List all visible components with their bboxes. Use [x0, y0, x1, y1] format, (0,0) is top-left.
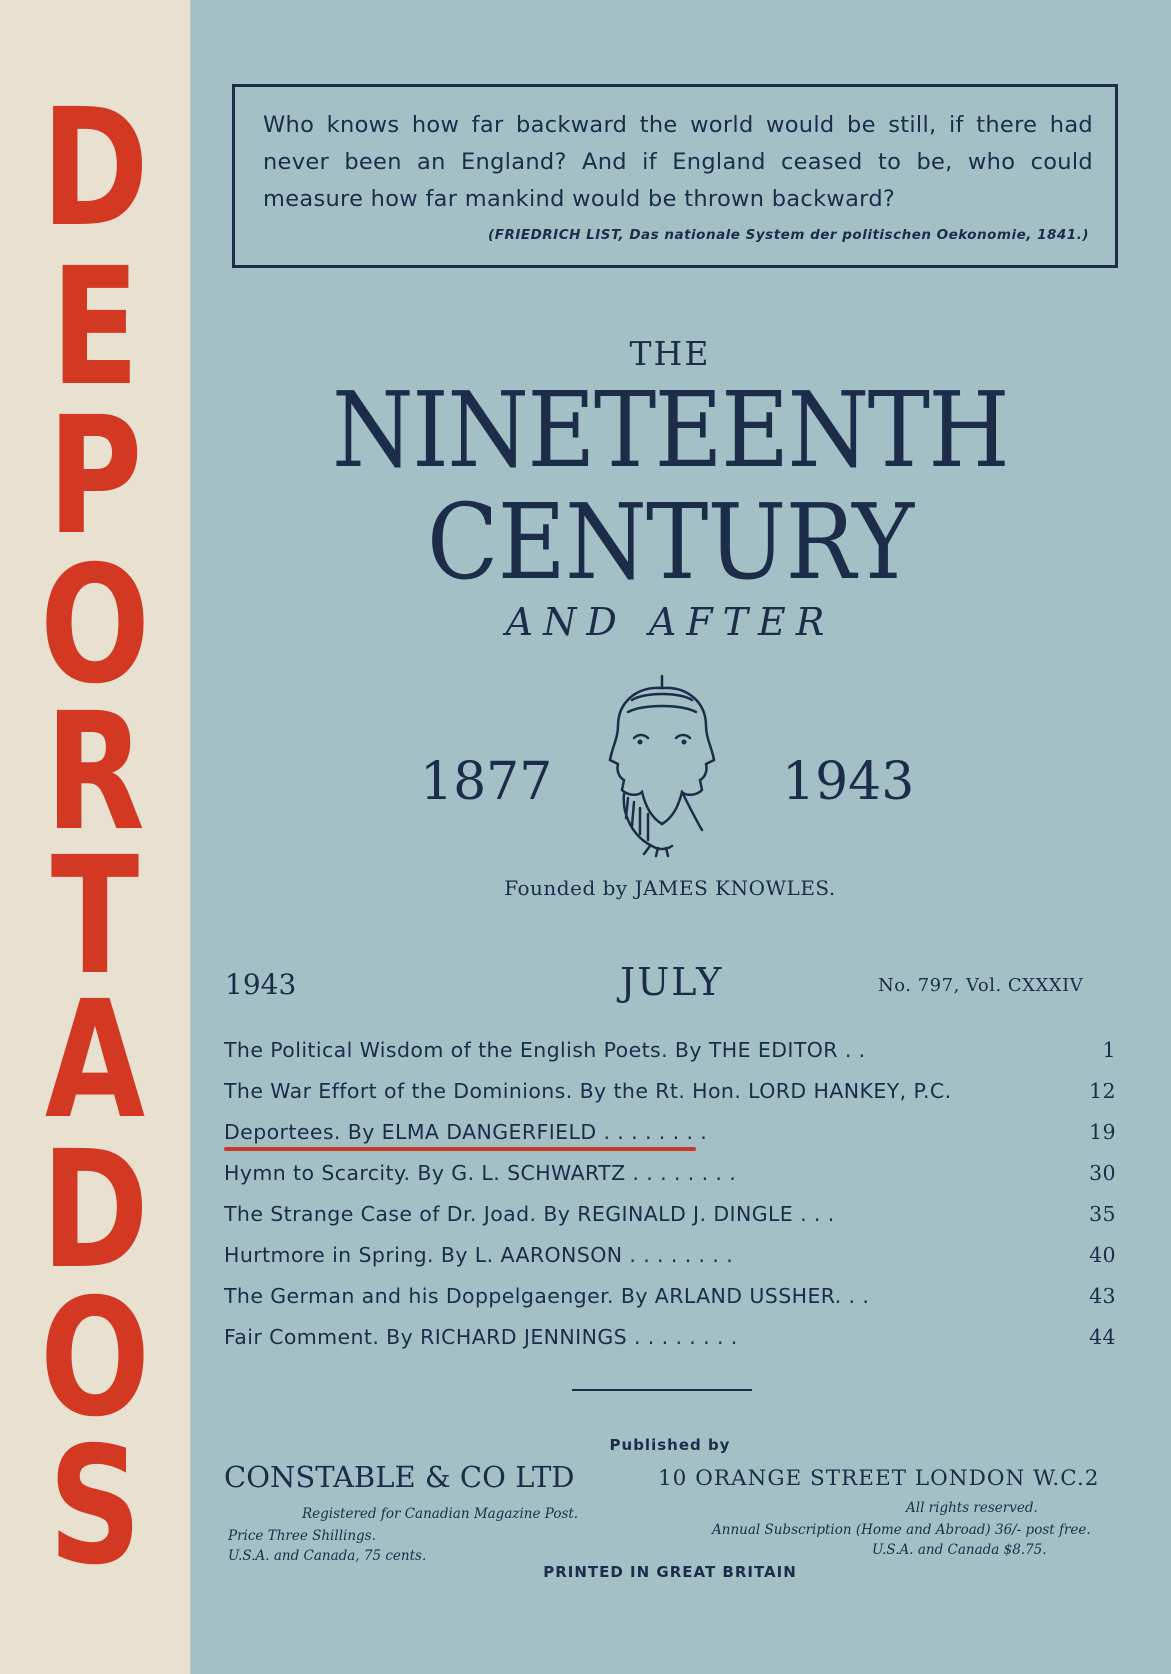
- spine-letter: D: [41, 1117, 149, 1305]
- rights-note: All rights reserved.: [906, 1500, 1038, 1516]
- publisher-address: 10 ORANGE STREET LONDON W.C.2: [658, 1466, 1100, 1491]
- toc-title: The German and his Doppelgaenger. By ARLAND USSHER. . .: [224, 1284, 870, 1308]
- toc-page: 19: [1089, 1120, 1116, 1144]
- price-usa-note: U.S.A. and Canada, 75 cents.: [228, 1548, 427, 1564]
- spine-letter: R: [45, 679, 145, 867]
- quote-citation: (FRIEDRICH LIST, Das nationale System der politischen Oekonomie, 1841.): [488, 227, 1089, 243]
- toc-entry[interactable]: [224, 1280, 1120, 1321]
- toc-title: Hymn to Scarcity. By G. L. SCHWARTZ . . . . . . . .: [224, 1161, 737, 1185]
- toc-entry[interactable]: [224, 1034, 1120, 1075]
- highlight-underline: [224, 1147, 696, 1151]
- spine-letter: S: [48, 1413, 142, 1601]
- toc-page: 1: [1102, 1038, 1116, 1062]
- toc-page: 40: [1089, 1243, 1116, 1267]
- janus-head-icon: [592, 668, 732, 862]
- masthead-title-line2: CENTURY: [426, 481, 914, 603]
- quote-text: Who knows how far backward the world would be still, if there had never been an England? And if England ceased to be, who could measure how far mankind would be thrown backward?: [263, 112, 1093, 212]
- spine-letter: D: [41, 75, 149, 263]
- toc-page: 43: [1089, 1284, 1116, 1308]
- price-note: Price Three Shillings.: [228, 1528, 376, 1544]
- founded-by: Founded by JAMES KNOWLES.: [504, 876, 836, 900]
- spine-letter: A: [44, 967, 146, 1155]
- masthead-the: THE: [629, 334, 711, 373]
- toc-page: 30: [1089, 1161, 1116, 1185]
- spine-letter: T: [50, 823, 140, 1011]
- toc-entry[interactable]: [224, 1075, 1120, 1116]
- toc-entry[interactable]: [224, 1321, 1120, 1362]
- spine-letter: E: [50, 234, 140, 422]
- toc-title: The War Effort of the Dominions. By the Rt. Hon. LORD HANKEY, P.C.: [224, 1079, 952, 1103]
- toc-page: 35: [1089, 1202, 1116, 1226]
- toc-title: Hurtmore in Spring. By L. AARONSON . . . . . . . .: [224, 1243, 734, 1267]
- masthead-title-line1: NINETEENTH: [331, 369, 1009, 491]
- toc-title: Deportees. By ELMA DANGERFIELD . . . . . . . .: [224, 1120, 708, 1144]
- toc-entry[interactable]: [224, 1198, 1120, 1239]
- subscription-usa-note: U.S.A. and Canada $8.75.: [872, 1542, 1047, 1558]
- spine-label: [0, 0, 191, 1674]
- spine-letter: O: [39, 532, 151, 720]
- current-year: 1943: [782, 752, 915, 812]
- issue-month: JULY: [620, 960, 724, 1004]
- toc-entry[interactable]: [224, 1239, 1120, 1280]
- table-of-contents: [224, 1034, 1120, 1362]
- toc-title: The Strange Case of Dr. Joad. By REGINALD J. DINGLE . . .: [224, 1202, 835, 1226]
- toc-entry[interactable]: [224, 1157, 1120, 1198]
- registration-note: Registered for Canadian Magazine Post.: [302, 1506, 579, 1522]
- toc-title: The Political Wisdom of the English Poets. By THE EDITOR . .: [224, 1038, 866, 1062]
- issue-number: No. 797, Vol. CXXXIV: [878, 975, 1084, 996]
- spine-letter: O: [39, 1265, 151, 1453]
- toc-title: Fair Comment. By RICHARD JENNINGS . . . . . . . .: [224, 1325, 738, 1349]
- spine-letter: P: [47, 383, 143, 571]
- toc-page: 12: [1089, 1079, 1116, 1103]
- printed-in-label: PRINTED IN GREAT BRITAIN: [543, 1563, 797, 1581]
- masthead-subtitle: AND AFTER: [505, 600, 835, 644]
- subscription-note: Annual Subscription (Home and Abroad) 36/- post free.: [712, 1522, 1091, 1538]
- toc-page: 44: [1089, 1325, 1116, 1349]
- published-by-label: Published by: [609, 1436, 731, 1454]
- divider-rule: [572, 1389, 752, 1391]
- quote-box: [232, 84, 1118, 268]
- issue-year: 1943: [225, 968, 297, 1001]
- publisher-name: CONSTABLE & CO LTD: [224, 1460, 575, 1494]
- founding-year: 1877: [420, 752, 553, 812]
